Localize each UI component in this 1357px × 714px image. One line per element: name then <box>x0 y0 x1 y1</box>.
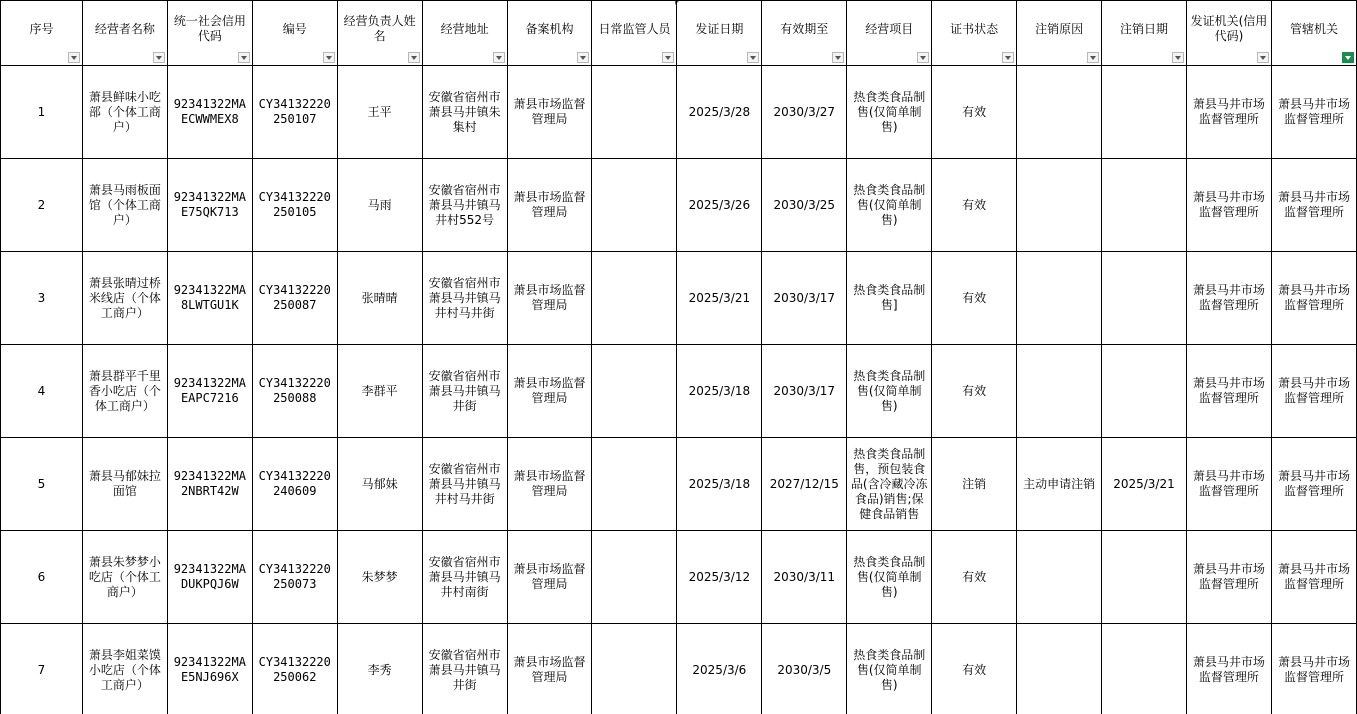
cell-project[interactable]: 热食类食品制售(仅简单制售) <box>847 345 932 438</box>
cell-project[interactable]: 热食类食品制售(仅简单制售) <box>847 531 932 624</box>
cell-cancel[interactable] <box>1102 252 1187 345</box>
column-header-authority[interactable] <box>1271 1 1356 66</box>
cell-address[interactable]: 安徽省宿州市萧县马井镇马井村马井街 <box>422 252 507 345</box>
cell-supervisor[interactable] <box>592 66 677 159</box>
column-header-label: 编号 <box>282 21 307 36</box>
cell-code[interactable]: CY34132220250107 <box>252 66 337 159</box>
cell-supervisor[interactable] <box>592 159 677 252</box>
cell-valid[interactable]: 2030/3/17 <box>762 345 847 438</box>
cell-address[interactable]: 安徽省宿州市萧县马井镇马井村南街 <box>422 531 507 624</box>
column-header-filing[interactable] <box>507 1 592 66</box>
cell-no[interactable]: 7 <box>1 624 83 714</box>
cell-address[interactable]: 安徽省宿州市萧县马井镇马井村马井街 <box>422 438 507 531</box>
table-row <box>1 252 1357 345</box>
column-header-credit[interactable] <box>167 1 252 66</box>
cell-valid[interactable]: 2030/3/5 <box>762 624 847 714</box>
cell-authority[interactable]: 萧县马井市场监督管理所 <box>1271 159 1356 252</box>
cell-name[interactable]: 萧县朱梦梦小吃店（个体工商户） <box>82 531 167 624</box>
cell-issue[interactable]: 2025/3/28 <box>677 66 762 159</box>
column-header-person[interactable] <box>337 1 422 66</box>
cell-issuer[interactable]: 萧县马井市场监督管理所 <box>1186 345 1271 438</box>
cell-address[interactable]: 安徽省宿州市萧县马井镇朱集村 <box>422 66 507 159</box>
cell-issuer[interactable]: 萧县马井市场监督管理所 <box>1186 159 1271 252</box>
column-header-label: 经营项目 <box>865 21 914 36</box>
cell-status[interactable]: 有效 <box>932 624 1017 714</box>
column-header-no[interactable] <box>1 1 83 66</box>
cell-filing[interactable]: 萧县市场监督管理局 <box>507 66 592 159</box>
cell-code[interactable]: CY34132220250087 <box>252 252 337 345</box>
cell-filing[interactable]: 萧县市场监督管理局 <box>507 252 592 345</box>
cell-name[interactable]: 萧县群平千里香小吃店（个体工商户） <box>82 345 167 438</box>
filter-dropdown-icon[interactable] <box>68 52 80 63</box>
cell-person[interactable]: 李群平 <box>337 345 422 438</box>
cell-authority[interactable]: 萧县马井市场监督管理所 <box>1271 252 1356 345</box>
cell-reason[interactable] <box>1017 66 1102 159</box>
column-header-label: 统一社会信用代码 <box>173 14 246 43</box>
column-header-cancel[interactable] <box>1102 1 1187 66</box>
cell-status[interactable]: 有效 <box>932 252 1017 345</box>
cell-cancel[interactable]: 2025/3/21 <box>1102 438 1187 531</box>
cell-name[interactable]: 萧县张晴过桥米线店（个体工商户） <box>82 252 167 345</box>
filter-dropdown-icon[interactable] <box>1087 52 1099 63</box>
cell-address[interactable]: 安徽省宿州市萧县马井镇马井街 <box>422 345 507 438</box>
cell-name[interactable]: 萧县鲜味小吃部（个体工商户） <box>82 66 167 159</box>
cell-no[interactable]: 6 <box>1 531 83 624</box>
cell-reason[interactable] <box>1017 159 1102 252</box>
cell-issue[interactable]: 2025/3/6 <box>677 624 762 714</box>
cell-authority[interactable]: 萧县马井市场监督管理所 <box>1271 345 1356 438</box>
cell-supervisor[interactable] <box>592 345 677 438</box>
cell-status[interactable]: 有效 <box>932 159 1017 252</box>
table-row <box>1 159 1357 252</box>
cell-filing[interactable]: 萧县市场监督管理局 <box>507 531 592 624</box>
column-header-label: 证书状态 <box>950 21 999 36</box>
cell-authority[interactable]: 萧县马井市场监督管理所 <box>1271 531 1356 624</box>
column-header-label: 序号 <box>29 21 54 36</box>
cell-cancel[interactable] <box>1102 345 1187 438</box>
cell-project[interactable]: 热食类食品制售，预包装食品(含冷藏冷冻食品)销售;保健食品销售 <box>847 438 932 531</box>
column-header-label: 注销日期 <box>1119 21 1168 36</box>
cell-no[interactable]: 5 <box>1 438 83 531</box>
filter-dropdown-icon[interactable] <box>1172 52 1184 63</box>
table-row <box>1 531 1357 624</box>
filter-dropdown-icon[interactable] <box>662 52 674 63</box>
filter-dropdown-icon[interactable] <box>153 52 165 63</box>
table-row <box>1 66 1357 159</box>
cell-person[interactable]: 朱梦梦 <box>337 531 422 624</box>
cell-project[interactable]: 热食类食品制售(仅简单制售) <box>847 624 932 714</box>
column-header-name[interactable] <box>82 1 167 66</box>
column-header-status[interactable] <box>932 1 1017 66</box>
column-header-label: 经营者名称 <box>94 21 155 36</box>
cell-issue[interactable]: 2025/3/18 <box>677 345 762 438</box>
cell-no[interactable]: 1 <box>1 66 83 159</box>
filter-dropdown-icon[interactable] <box>238 52 250 63</box>
column-header-label: 经营地址 <box>440 21 489 36</box>
column-header-label: 备案机构 <box>525 21 574 36</box>
cell-issue[interactable]: 2025/3/21 <box>677 252 762 345</box>
cell-credit[interactable]: 92341322MAE5NJ696X <box>167 624 252 714</box>
cell-credit[interactable]: 92341322MAECWWMEX8 <box>167 66 252 159</box>
cell-name[interactable]: 萧县马郁妹拉面馆 <box>82 438 167 531</box>
cell-code[interactable]: CY34132220250088 <box>252 345 337 438</box>
cell-project[interactable]: 热食类食品制售] <box>847 252 932 345</box>
cell-credit[interactable]: 92341322MAE75QK713 <box>167 159 252 252</box>
cell-credit[interactable]: 92341322MA2NBRT42W <box>167 438 252 531</box>
cell-person[interactable]: 张晴晴 <box>337 252 422 345</box>
filter-dropdown-icon[interactable] <box>1002 52 1014 63</box>
cell-address[interactable]: 安徽省宿州市萧县马井镇马井村552号 <box>422 159 507 252</box>
filter-dropdown-icon[interactable] <box>1342 52 1354 63</box>
cell-filing[interactable]: 萧县市场监督管理局 <box>507 438 592 531</box>
cell-supervisor[interactable] <box>592 531 677 624</box>
column-header-label: 管辖机关 <box>1289 21 1338 36</box>
cell-status[interactable]: 有效 <box>932 345 1017 438</box>
cell-authority[interactable]: 萧县马井市场监督管理所 <box>1271 438 1356 531</box>
filter-dropdown-icon[interactable] <box>323 52 335 63</box>
column-header-label: 发证机关(信用代码) <box>1190 14 1268 43</box>
cell-issuer[interactable]: 萧县马井市场监督管理所 <box>1186 531 1271 624</box>
cell-address[interactable]: 安徽省宿州市萧县马井镇马井街 <box>422 624 507 714</box>
cell-reason[interactable] <box>1017 252 1102 345</box>
cell-code[interactable]: CY34132220250062 <box>252 624 337 714</box>
cell-issue[interactable]: 2025/3/12 <box>677 531 762 624</box>
column-header-label: 注销原因 <box>1035 21 1084 36</box>
header-row <box>1 1 1357 66</box>
filter-dropdown-icon[interactable] <box>493 52 505 63</box>
cell-issue[interactable]: 2025/3/26 <box>677 159 762 252</box>
column-header-label: 日常监管人员 <box>598 21 671 36</box>
cell-project[interactable]: 热食类食品制售(仅简单制售) <box>847 159 932 252</box>
cell-person[interactable]: 李秀 <box>337 624 422 714</box>
cell-credit[interactable]: 92341322MAEAPC7216 <box>167 345 252 438</box>
cell-valid[interactable]: 2030/3/17 <box>762 252 847 345</box>
cell-person[interactable]: 王平 <box>337 66 422 159</box>
cell-no[interactable]: 2 <box>1 159 83 252</box>
cell-no[interactable]: 4 <box>1 345 83 438</box>
cell-cancel[interactable] <box>1102 66 1187 159</box>
table-body <box>1 66 1357 714</box>
cell-valid[interactable]: 2030/3/25 <box>762 159 847 252</box>
cell-filing[interactable]: 萧县市场监督管理局 <box>507 624 592 714</box>
column-header-code[interactable] <box>252 1 337 66</box>
cell-name[interactable]: 萧县李姐菜馍小吃店（个体工商户） <box>82 624 167 714</box>
filter-dropdown-icon[interactable] <box>832 52 844 63</box>
cell-person[interactable]: 马雨 <box>337 159 422 252</box>
cell-filing[interactable]: 萧县市场监督管理局 <box>507 159 592 252</box>
column-header-address[interactable] <box>422 1 507 66</box>
cell-reason[interactable] <box>1017 345 1102 438</box>
cell-no[interactable]: 3 <box>1 252 83 345</box>
table-row <box>1 345 1357 438</box>
column-header-project[interactable] <box>847 1 932 66</box>
cell-credit[interactable]: 92341322MADUKPQJ6W <box>167 531 252 624</box>
filter-dropdown-icon[interactable] <box>577 52 589 63</box>
cell-issuer[interactable]: 萧县马井市场监督管理所 <box>1186 66 1271 159</box>
column-header-valid[interactable] <box>762 1 847 66</box>
column-header-supervisor[interactable] <box>592 1 677 66</box>
cell-code[interactable]: CY34132220240609 <box>252 438 337 531</box>
table-row <box>1 438 1357 531</box>
cell-code[interactable]: CY34132220250073 <box>252 531 337 624</box>
cell-supervisor[interactable] <box>592 252 677 345</box>
cell-supervisor[interactable] <box>592 438 677 531</box>
cell-code[interactable]: CY34132220250105 <box>252 159 337 252</box>
cell-reason[interactable] <box>1017 531 1102 624</box>
cell-supervisor[interactable] <box>592 624 677 714</box>
cell-issuer[interactable]: 萧县马井市场监督管理所 <box>1186 252 1271 345</box>
column-header-issue[interactable] <box>677 1 762 66</box>
column-header-label: 有效期至 <box>780 21 829 36</box>
cell-issuer[interactable]: 萧县马井市场监督管理所 <box>1186 438 1271 531</box>
table-row <box>1 624 1357 714</box>
cell-project[interactable]: 热食类食品制售(仅简单制售) <box>847 66 932 159</box>
cell-filing[interactable]: 萧县市场监督管理局 <box>507 345 592 438</box>
cell-cancel[interactable] <box>1102 624 1187 714</box>
column-header-issuer[interactable] <box>1186 1 1271 66</box>
cell-person[interactable]: 马郁妹 <box>337 438 422 531</box>
cell-status[interactable]: 注销 <box>932 438 1017 531</box>
filter-dropdown-icon[interactable] <box>1257 52 1269 63</box>
column-header-label: 发证日期 <box>695 21 744 36</box>
cell-authority[interactable]: 萧县马井市场监督管理所 <box>1271 66 1356 159</box>
cell-valid[interactable]: 2030/3/11 <box>762 531 847 624</box>
cell-issue[interactable]: 2025/3/18 <box>677 438 762 531</box>
filter-dropdown-icon[interactable] <box>747 52 759 63</box>
column-header-reason[interactable] <box>1017 1 1102 66</box>
cell-valid[interactable]: 2030/3/27 <box>762 66 847 159</box>
cell-credit[interactable]: 92341322MA8LWTGU1K <box>167 252 252 345</box>
cell-name[interactable]: 萧县马雨板面馆（个体工商户） <box>82 159 167 252</box>
filter-dropdown-icon[interactable] <box>917 52 929 63</box>
cell-cancel[interactable] <box>1102 159 1187 252</box>
filter-dropdown-icon[interactable] <box>408 52 420 63</box>
cell-status[interactable]: 有效 <box>932 531 1017 624</box>
cell-reason[interactable] <box>1017 624 1102 714</box>
cell-status[interactable]: 有效 <box>932 66 1017 159</box>
cell-reason[interactable]: 主动申请注销 <box>1017 438 1102 531</box>
cell-valid[interactable]: 2027/12/15 <box>762 438 847 531</box>
column-header-label: 经营负责人姓名 <box>343 14 416 43</box>
cell-authority[interactable]: 萧县马井市场监督管理所 <box>1271 624 1356 714</box>
cell-cancel[interactable] <box>1102 531 1187 624</box>
cell-issuer[interactable]: 萧县马井市场监督管理所 <box>1186 624 1271 714</box>
